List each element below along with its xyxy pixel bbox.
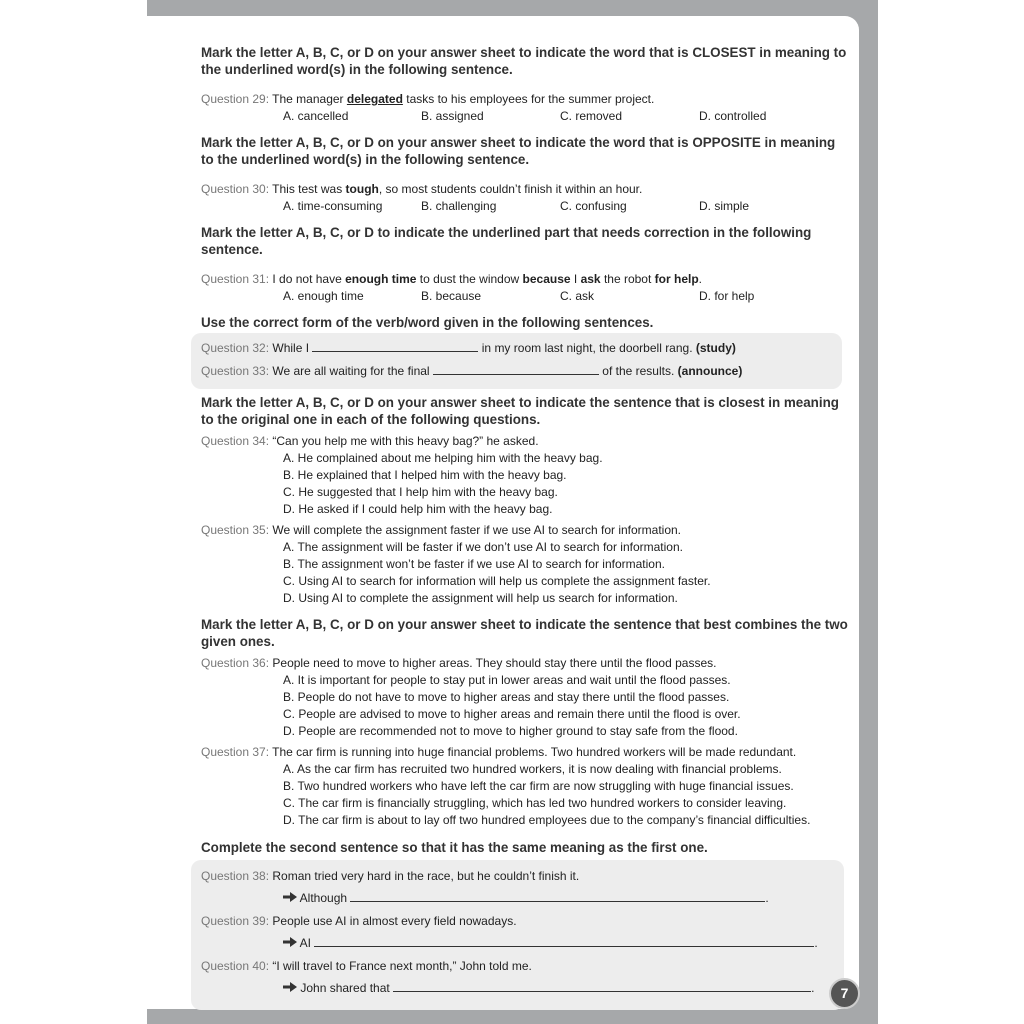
- option-a[interactable]: A. As the car firm has recruited two hundred workers, it is now dealing with financial problems.: [283, 762, 782, 776]
- option-a[interactable]: A. enough time: [283, 289, 364, 303]
- question-31: [201, 271, 851, 288]
- question-38: [201, 865, 844, 887]
- question-text: The manager: [272, 92, 347, 106]
- question-number: Question 40:: [201, 959, 270, 973]
- question-text: We are all waiting for the final: [272, 364, 430, 378]
- question-text: I do not have: [272, 272, 346, 286]
- question-number: Question 34:: [201, 434, 270, 448]
- option-c[interactable]: C. The car firm is financially struggling, which has led two hundred workers to consider leaving.: [283, 796, 787, 810]
- option-b[interactable]: B. assigned: [421, 109, 484, 123]
- question-text: of the results.: [602, 364, 675, 378]
- option-a[interactable]: A. He complained about me helping him with the heavy bag.: [283, 451, 603, 465]
- option-d[interactable]: D. for help: [699, 289, 755, 303]
- question-number: Question 37:: [201, 745, 270, 759]
- question-text: “I will travel to France next month,” John told me.: [272, 959, 532, 973]
- option-a[interactable]: A. It is important for people to stay put in lower areas and wait until the flood passes.: [283, 673, 731, 687]
- sentence-starter: John shared that: [300, 981, 390, 995]
- question-number: Question 38:: [201, 869, 270, 883]
- option-a[interactable]: A. time-consuming: [283, 199, 383, 213]
- sentence-starter: Although: [299, 891, 348, 905]
- options-30: [201, 198, 851, 215]
- question-29: [201, 91, 851, 108]
- options-29: [201, 108, 851, 125]
- underlined-word: tough: [345, 182, 379, 196]
- option-c[interactable]: C. confusing: [560, 199, 627, 213]
- right-arrow-icon: [283, 977, 297, 1000]
- option-b[interactable]: B. People do not have to move to higher areas and stay there until the flood passes.: [283, 690, 730, 704]
- instruction-combine-sentences: Mark the letter A, B, C, or D on your answer sheet to indicate the sentence that best combines the two given ones.: [201, 617, 848, 649]
- answer-blank[interactable]: [350, 890, 765, 902]
- underlined-word: delegated: [346, 92, 403, 106]
- option-b[interactable]: B. The assignment won’t be faster if we use AI to search for information.: [283, 557, 665, 571]
- option-d[interactable]: D. The car firm is about to lay off two hundred employees due to the company’s financial difficulties.: [283, 813, 811, 827]
- option-b[interactable]: B. because: [421, 289, 482, 303]
- question-text: Roman tried very hard in the race, but he couldn’t finish it.: [272, 869, 580, 883]
- part-a: enough time: [345, 272, 417, 286]
- question-text: People use AI in almost every field nowadays.: [272, 914, 517, 928]
- option-a[interactable]: A. cancelled: [283, 109, 349, 123]
- question-number: Question 32:: [201, 341, 270, 355]
- answer-blank[interactable]: [312, 340, 478, 352]
- option-b[interactable]: B. challenging: [421, 199, 497, 213]
- answer-blank[interactable]: [314, 935, 814, 947]
- question-35: [201, 522, 851, 539]
- option-d[interactable]: D. He asked if I could help him with the heavy bag.: [283, 502, 553, 516]
- instruction-rewrite-sentence: Complete the second sentence so that it has the same meaning as the first one.: [201, 840, 708, 855]
- instruction-closest-meaning: Mark the letter A, B, C, or D on your answer sheet to indicate the word that is CLOSEST in meaning to the underlined word(s) in the following sentence.: [201, 45, 847, 77]
- options-31: [201, 288, 851, 305]
- option-c[interactable]: C. He suggested that I help him with the heavy bag.: [283, 485, 558, 499]
- instruction-sentence-transformation: Mark the letter A, B, C, or D on your answer sheet to indicate the sentence that is closest in meaning to the original one in each of the following questions.: [201, 395, 839, 427]
- question-number: Question 29:: [201, 92, 270, 106]
- option-c[interactable]: C. removed: [560, 109, 623, 123]
- answer-blank[interactable]: [433, 363, 599, 375]
- question-36: [201, 655, 851, 672]
- option-d[interactable]: D. People are recommended not to move to higher ground to stay safe from the flood.: [283, 724, 738, 738]
- question-text: to dust the window: [416, 272, 523, 286]
- question-34: [201, 433, 851, 450]
- verb-form-box: [191, 333, 842, 389]
- question-39: [201, 910, 844, 932]
- question-37: [201, 744, 851, 761]
- question-text: People need to move to higher areas. They should stay there until the flood passes.: [272, 656, 717, 670]
- question-number: Question 39:: [201, 914, 270, 928]
- answer-blank[interactable]: [393, 980, 811, 992]
- option-c[interactable]: C. People are advised to move to higher areas and remain there until the flood is over.: [283, 707, 741, 721]
- question-text: , so most students couldn’t finish it within an hour.: [378, 182, 643, 196]
- question-text: in my room last night, the doorbell rang.: [481, 341, 693, 355]
- question-text: the robot: [600, 272, 655, 286]
- question-text: While I: [272, 341, 310, 355]
- part-d: for help: [654, 272, 699, 286]
- question-text: I: [570, 272, 581, 286]
- question-30: [201, 181, 851, 198]
- question-number: Question 31:: [201, 272, 270, 286]
- worksheet-content: [201, 44, 851, 1010]
- question-number: Question 36:: [201, 656, 270, 670]
- sentence-starter: AI: [299, 936, 312, 950]
- option-b[interactable]: B. Two hundred workers who have left the car firm are now struggling with huge financial issues.: [283, 779, 794, 793]
- question-40: [201, 955, 844, 977]
- question-text: This test was: [272, 182, 346, 196]
- part-b: because: [522, 272, 571, 286]
- question-text: tasks to his employees for the summer project.: [402, 92, 655, 106]
- question-32: [201, 337, 842, 360]
- right-arrow-icon: [283, 932, 297, 955]
- question-text: “Can you help me with this heavy bag?” he asked.: [272, 434, 539, 448]
- part-c: ask: [580, 272, 601, 286]
- right-arrow-icon: [283, 887, 297, 910]
- question-number: Question 35:: [201, 523, 270, 537]
- question-text: We will complete the assignment faster if we use AI to search for information.: [272, 523, 682, 537]
- word-hint: (study): [695, 341, 736, 355]
- option-d[interactable]: D. controlled: [699, 109, 767, 123]
- question-number: Question 30:: [201, 182, 270, 196]
- option-b[interactable]: B. He explained that I helped him with the heavy bag.: [283, 468, 567, 482]
- answer-line-39: AI .: [201, 932, 844, 955]
- option-d[interactable]: D. Using AI to complete the assignment will help us search for information.: [283, 591, 678, 605]
- answer-line-40: John shared that .: [201, 977, 844, 1000]
- instruction-verb-form: Use the correct form of the verb/word given in the following sentences.: [201, 315, 654, 330]
- instruction-opposite-meaning: Mark the letter A, B, C, or D on your answer sheet to indicate the word that is OPPOSITE in meaning to the underlined word(s) in the following sentence.: [201, 135, 836, 167]
- option-a[interactable]: A. The assignment will be faster if we don’t use AI to search for information.: [283, 540, 683, 554]
- word-hint: (announce): [677, 364, 743, 378]
- page-number-badge: 7: [829, 978, 860, 1009]
- option-c[interactable]: C. ask: [560, 289, 595, 303]
- question-text: The car firm is running into huge financial problems. Two hundred workers will be made redundant.: [272, 745, 797, 759]
- question-text: .: [698, 272, 702, 286]
- option-c[interactable]: C. Using AI to search for information will help us complete the assignment faster.: [283, 574, 711, 588]
- option-d[interactable]: D. simple: [699, 199, 750, 213]
- instruction-error-correction: Mark the letter A, B, C, or D to indicate the underlined part that needs correction in the following sentence.: [201, 225, 812, 257]
- question-number: Question 33:: [201, 364, 270, 378]
- rewrite-box: [191, 860, 844, 1010]
- answer-line-38: Although .: [201, 887, 844, 910]
- question-33: [201, 360, 842, 383]
